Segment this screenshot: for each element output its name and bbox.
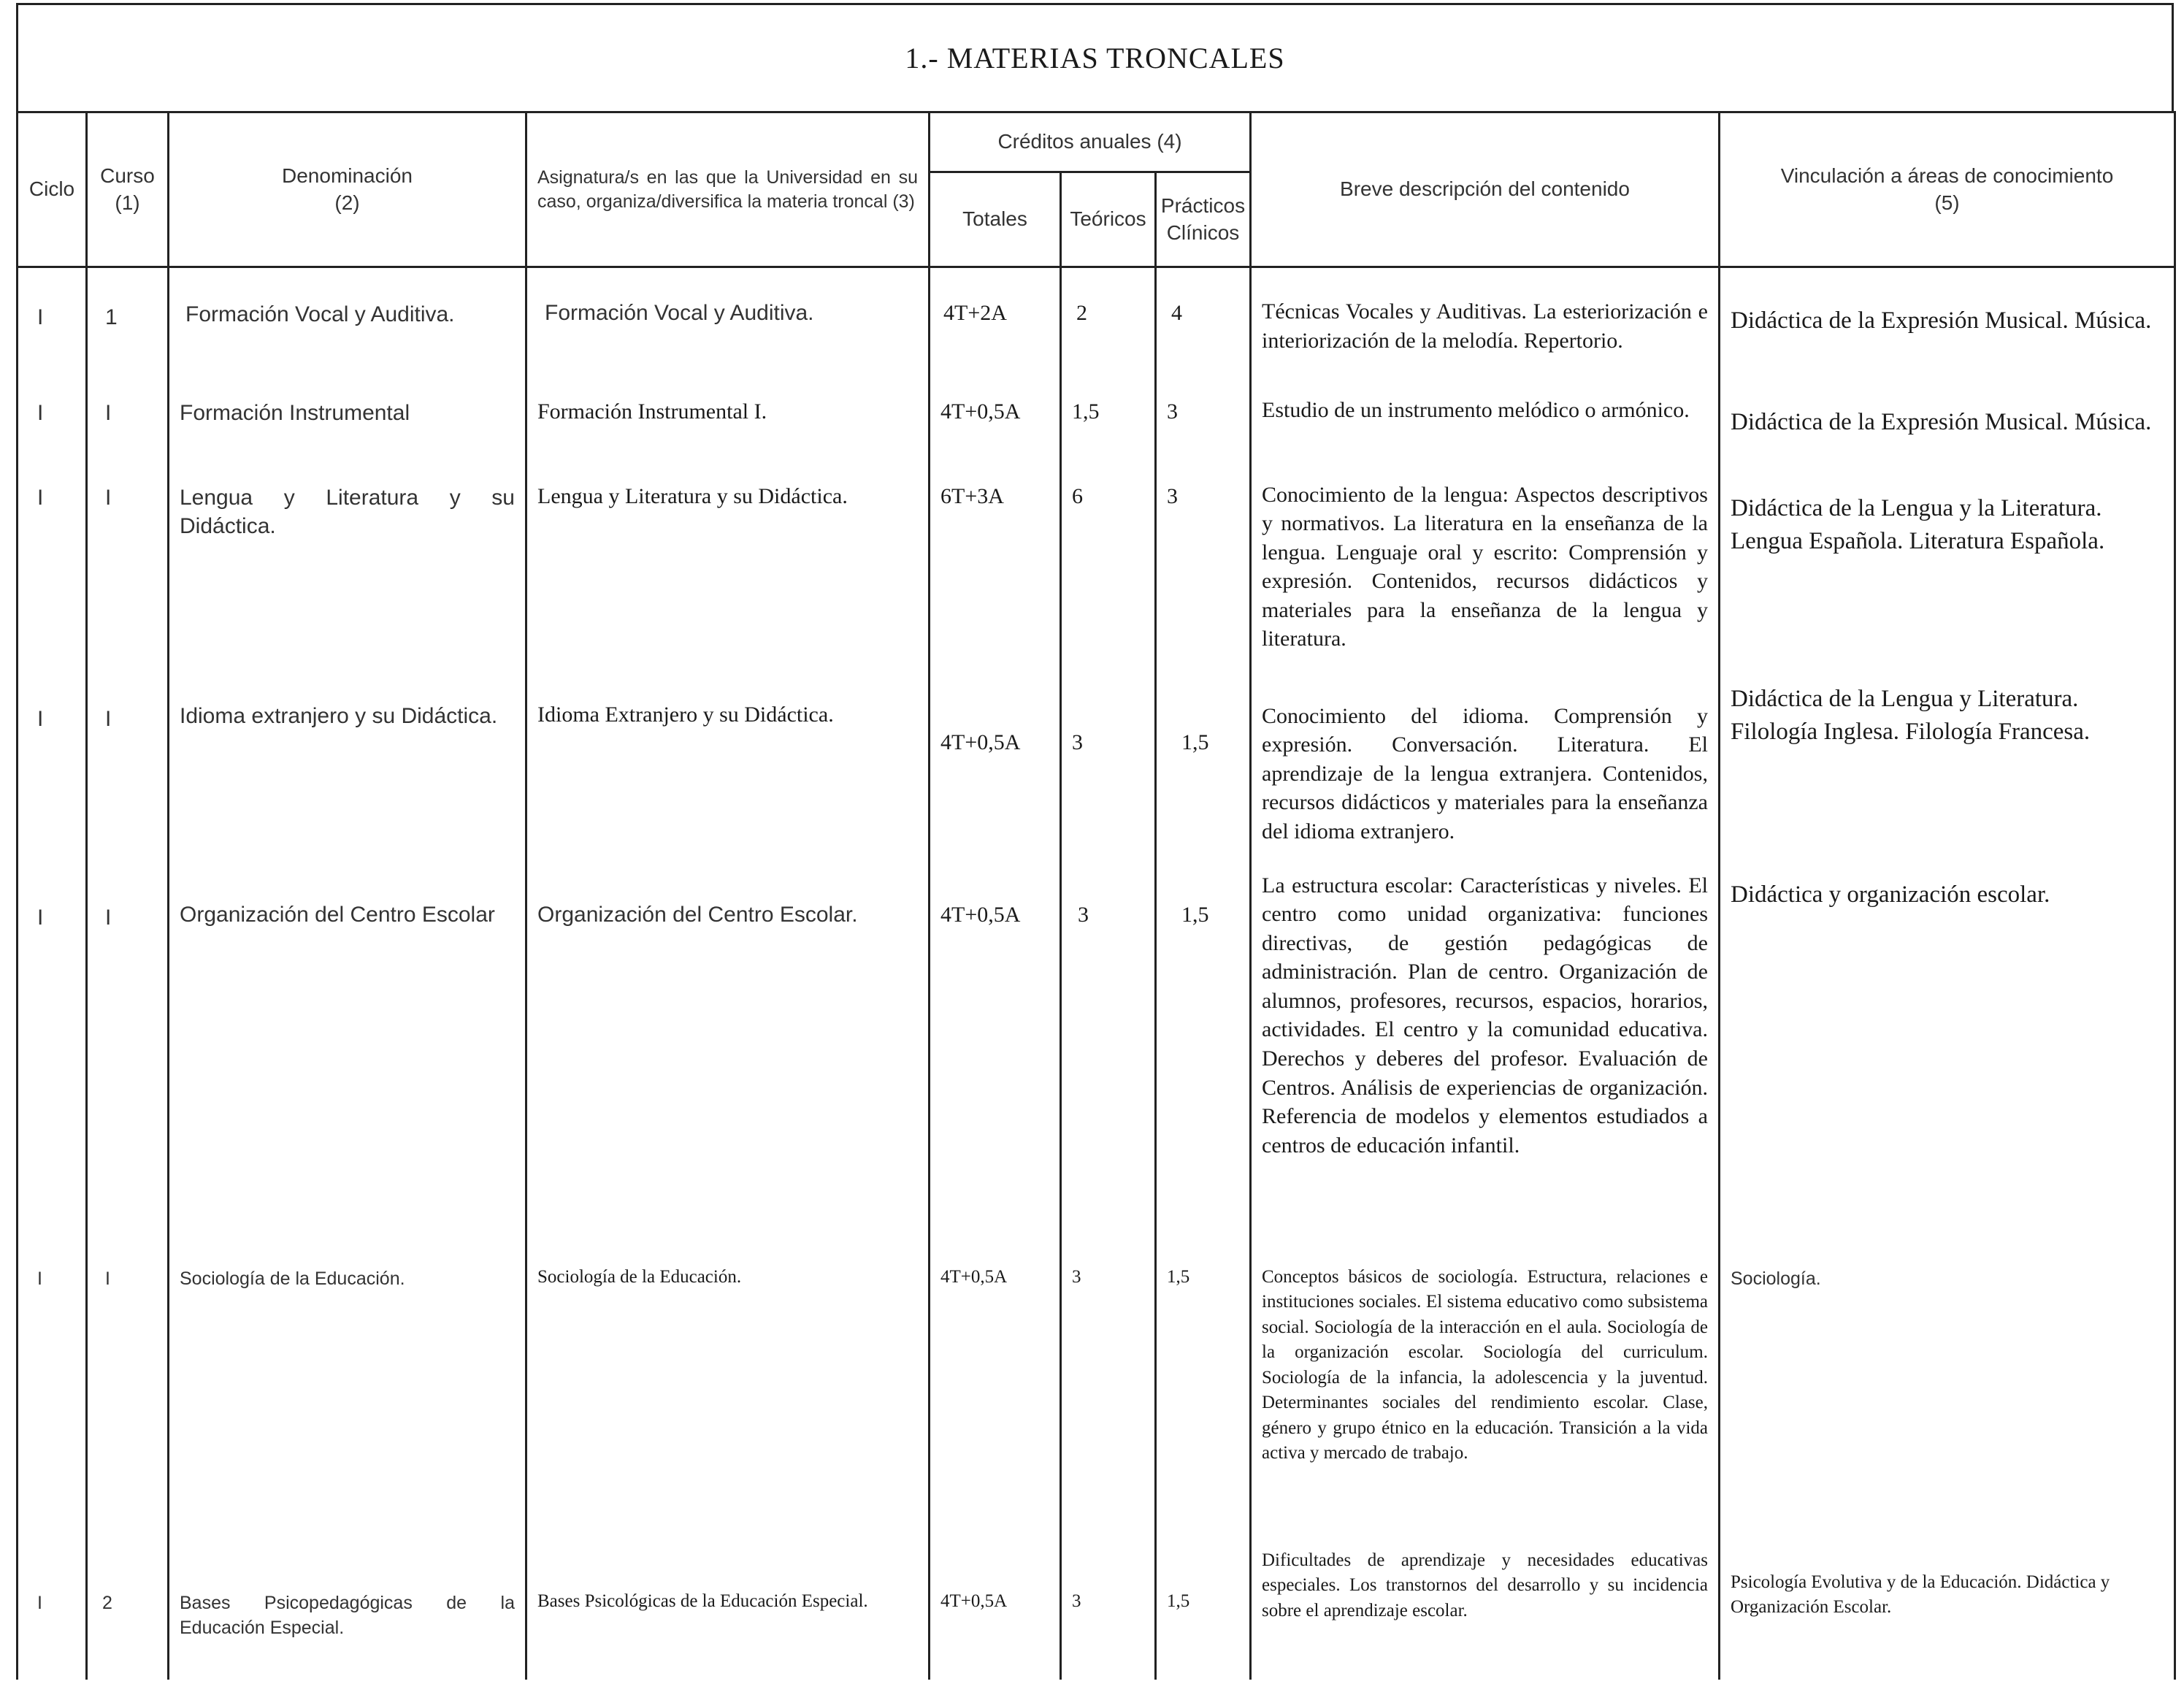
cell-descripcion: Dificultades de aprendizaje y necesidades educativas especiales. Los transtornos del desarrollo y su incidencia sobre el aprendizaje escolar. — [1262, 1550, 1708, 1620]
cell-ciclo: I — [37, 485, 44, 510]
table-row — [18, 472, 2175, 673]
cell-asignatura: Sociología de la Educación. — [537, 1266, 742, 1287]
cell-practicos: 1,5 — [1181, 902, 1209, 927]
cell-descripcion: Conocimiento del idioma. Comprensión y expresión. Conversación. Literatura. El aprendizaje de la lengua extranjera. Contenidos, recursos didácticos y materiales para la enseñanza del idioma extranjero. — [1262, 703, 1708, 843]
cell-curso: I — [105, 485, 112, 510]
cell-ciclo: I — [37, 706, 44, 731]
cell-totales: 4T+0,5A — [940, 730, 1021, 754]
cell-vinculacion: Didáctica de la Expresión Musical. Música. — [1731, 307, 2152, 334]
cell-ciclo: I — [37, 305, 44, 329]
header-ciclo: Ciclo — [18, 112, 87, 267]
cell-vinculacion: Sociología. — [1731, 1268, 1821, 1289]
cell-practicos: 1,5 — [1167, 1591, 1190, 1611]
cell-practicos: 1,5 — [1181, 730, 1209, 754]
cell-vinculacion: Didáctica de la Lengua y Literatura. Filología Inglesa. Filología Francesa. — [1731, 685, 2091, 746]
cell-ciclo: I — [37, 905, 44, 930]
cell-denominacion: Sociología de la Educación. — [180, 1268, 405, 1289]
cell-practicos: 1,5 — [1167, 1266, 1190, 1287]
header-practicos: Prácticos Clínicos — [1156, 172, 1251, 267]
cell-curso: I — [105, 1268, 110, 1289]
cell-practicos: 4 — [1171, 301, 1182, 325]
header-asignaturas: Asignatura/s en las que la Universidad en su caso, organiza/diversifica la materia troncal (3) — [526, 112, 930, 267]
header-creditos: Créditos anuales (4) — [930, 112, 1251, 172]
cell-denominacion: Bases Psicopedagógicas de la Educación Especial. — [180, 1592, 515, 1638]
table-row — [18, 1541, 2175, 1680]
table-row — [18, 384, 2175, 472]
cell-asignatura: Bases Psicológicas de la Educación Especial. — [537, 1591, 868, 1611]
cell-denominacion: Idioma extranjero y su Didáctica. — [180, 703, 498, 728]
cell-curso: 1 — [105, 305, 118, 329]
cell-asignatura: Organización del Centro Escolar. — [537, 902, 858, 927]
cell-asignatura: Formación Vocal y Auditiva. — [545, 301, 814, 325]
cell-practicos: 3 — [1167, 399, 1178, 424]
table-row — [18, 864, 2175, 1240]
cell-totales: 4T+0,5A — [940, 1591, 1008, 1611]
cell-denominacion: Formación Instrumental — [180, 400, 410, 425]
table-row — [18, 1240, 2175, 1541]
cell-teoricos: 3 — [1072, 730, 1083, 754]
title-box — [16, 3, 2174, 111]
header-vinculacion: Vinculación a áreas de conocimiento (5) — [1720, 112, 2175, 267]
cell-ciclo: I — [37, 1592, 42, 1613]
cell-asignatura: Formación Instrumental I. — [537, 399, 767, 424]
table-row — [18, 673, 2175, 864]
cell-teoricos: 3 — [1072, 1591, 1081, 1611]
cell-totales: 4T+0,5A — [940, 902, 1021, 927]
cell-totales: 4T+0,5A — [940, 399, 1021, 424]
cell-vinculacion: Psicología Evolutiva y de la Educación. Didáctica y Organización Escolar. — [1731, 1572, 2110, 1617]
table-row — [18, 267, 2175, 384]
cell-curso: I — [105, 905, 112, 930]
cell-denominacion: Formación Vocal y Auditiva. — [185, 302, 455, 326]
header-curso: Curso (1) — [87, 112, 169, 267]
cell-denominacion: Lengua y Literatura y su Didáctica. — [180, 485, 515, 539]
cell-teoricos: 3 — [1072, 1266, 1081, 1287]
cell-teoricos: 1,5 — [1072, 399, 1100, 424]
header-teoricos: Teóricos — [1061, 172, 1156, 267]
cell-vinculacion: Didáctica de la Expresión Musical. Música. — [1731, 408, 2152, 435]
cell-totales: 4T+2A — [943, 301, 1007, 325]
cell-asignatura: Lengua y Literatura y su Didáctica. — [537, 483, 848, 508]
materias-table — [16, 111, 2176, 1680]
cell-ciclo: I — [37, 400, 44, 425]
cell-teoricos: 2 — [1076, 301, 1087, 325]
cell-curso: 2 — [102, 1592, 112, 1613]
header-totales: Totales — [930, 172, 1061, 267]
cell-curso: I — [105, 400, 112, 425]
cell-curso: I — [105, 706, 112, 731]
cell-descripcion: Técnicas Vocales y Auditivas. La esteriorización e interiorización de la melodía. Repertorio. — [1262, 299, 1708, 353]
cell-practicos: 3 — [1167, 483, 1178, 508]
cell-descripcion: Conceptos básicos de sociología. Estructura, relaciones e instituciones sociales. El sistema educativo como subsistema social. Sociología de la interacción en el aula. Sociología de la organización escolar. Sociología del curriculum. Sociología de la infancia, la adolescencia y la juventud. Determinantes sociales del rendimiento escolar. Clase, género y grupo étnico en la educación. Transición a la vida activa y mercado de trabajo. — [1262, 1266, 1708, 1463]
cell-descripcion: Conocimiento de la lengua: Aspectos descriptivos y normativos. La literatura en la enseñanza de la lengua. Lenguaje oral y escrito: Comprensión y expresión. Contenidos, recursos didácticos y materiales para la enseñanza de la lengua y literatura. — [1262, 482, 1708, 651]
cell-totales: 6T+3A — [940, 483, 1004, 508]
cell-vinculacion: Didáctica de la Lengua y la Literatura. Lengua Española. Literatura Española. — [1731, 494, 2105, 555]
cell-vinculacion: Didáctica y organización escolar. — [1731, 881, 2050, 908]
header-denominacion: Denominación (2) — [169, 112, 526, 267]
cell-descripcion: La estructura escolar: Características y niveles. El centro como unidad organizativa: funciones directivas, de gestión pedagógicas de administración. Plan de centro. Organización de alumnos, profesores, recursos, espacios, horarios, actividades. El centro y la comunidad educativa. Derechos y deberes del profesor. Evaluación de Centros. Análisis de experiencias de organización. Referencia de modelos y elementos estudiados a centros de educación infantil. — [1262, 873, 1708, 1157]
cell-asignatura: Idioma Extranjero y su Didáctica. — [537, 702, 834, 727]
cell-teoricos: 6 — [1072, 483, 1083, 508]
cell-teoricos: 3 — [1078, 902, 1089, 927]
header-descripcion: Breve descripción del contenido — [1251, 112, 1720, 267]
cell-descripcion: Estudio de un instrumento melódico o armónico. — [1262, 397, 1690, 422]
page-title: 1.- MATERIAS TRONCALES — [905, 42, 1285, 74]
cell-ciclo: I — [37, 1268, 42, 1289]
cell-denominacion: Organización del Centro Escolar — [180, 902, 495, 927]
cell-totales: 4T+0,5A — [940, 1266, 1008, 1287]
